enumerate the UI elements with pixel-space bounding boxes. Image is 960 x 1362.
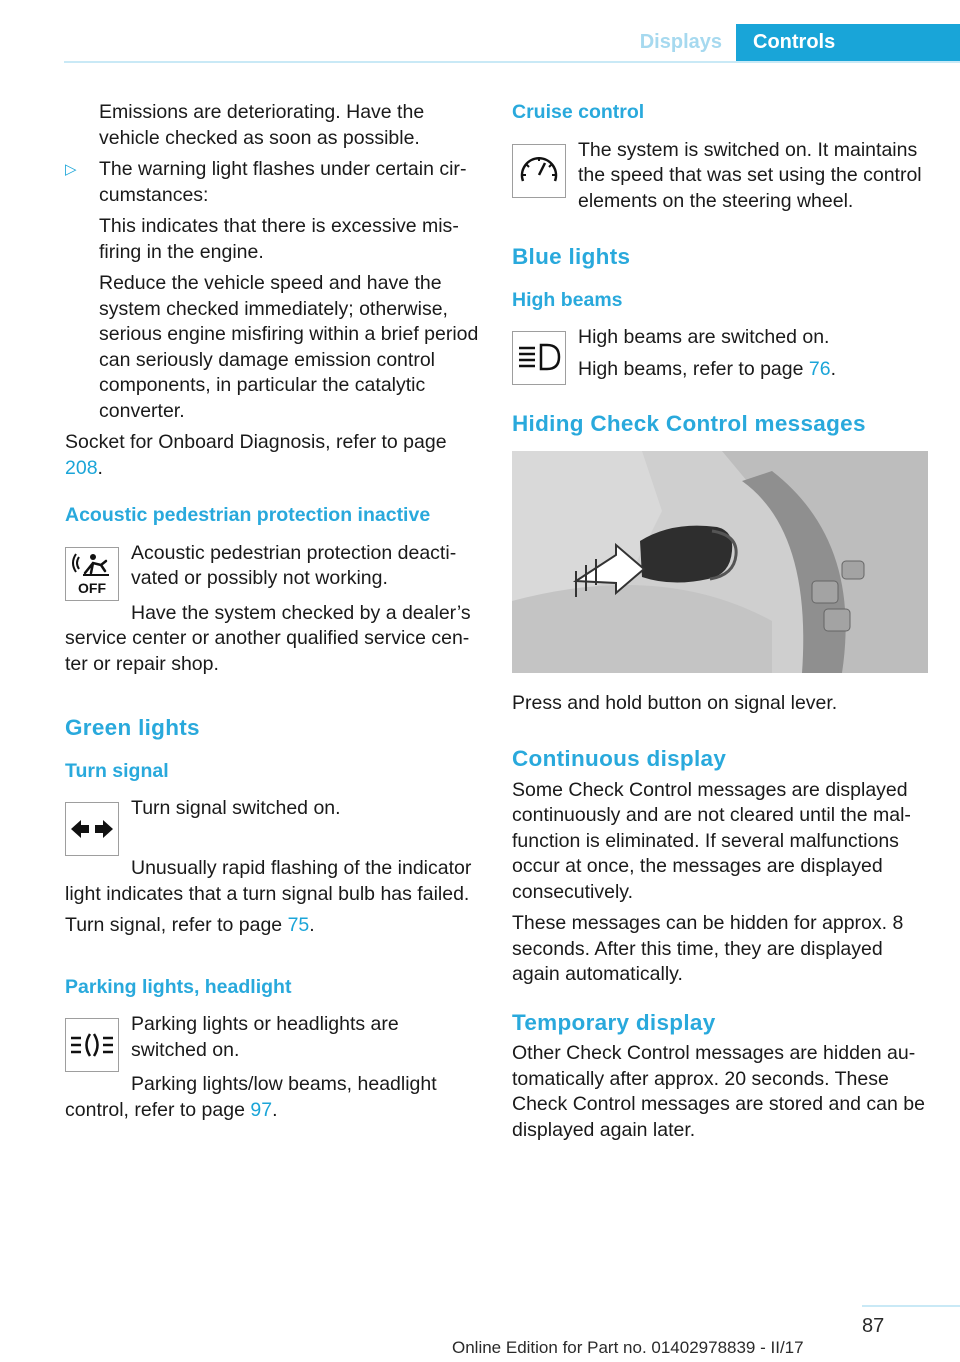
turn-signal-text-2: Unusually rapid flashing of the indicator light indicates that a turn signal bulb has failed.	[65, 857, 472, 905]
pedestrian-protection-off-icon	[65, 547, 119, 601]
header-rule	[64, 61, 960, 63]
turn-signal-entry	[65, 796, 480, 856]
obd-reference: Socket for Onboard Diagnosis, refer to page 208.	[65, 431, 447, 479]
cruise-control-heading: Cruise control	[512, 101, 645, 123]
bullet-lead: The warning light flashes under certain circumstances:	[99, 158, 467, 206]
signal-lever-photo	[512, 451, 928, 673]
parking-lights-entry	[65, 1012, 480, 1072]
page-number: 87	[862, 1315, 885, 1337]
turn-signal-heading: Turn signal	[65, 759, 169, 782]
apa-text-1: Acoustic pedestrian protection deactivated or possibly not working.	[131, 541, 457, 589]
apa-entry	[65, 541, 480, 601]
bullet-paragraph-1: This indicates that there is excessive misfiring in the engine.	[99, 215, 459, 263]
apa-text-2: Have the system checked by a dealer’s service center or another qualified service center or repair shop.	[65, 601, 471, 675]
green-lights-heading: Green lights	[65, 715, 200, 740]
high-beams-text-1: High beams are switched on.	[578, 326, 830, 348]
parking-lights-icon	[65, 1018, 119, 1072]
high-beams-heading: High beams	[512, 288, 623, 311]
parking-lights-heading: Parking lights, headlight	[65, 975, 292, 998]
hiding-check-control-heading: Hiding Check Control messages	[512, 411, 866, 436]
blue-lights-heading: Blue lights	[512, 244, 631, 269]
emissions-intro: Emissions are deteriorating. Have the vehicle checked as soon as possible.	[99, 101, 425, 149]
photo-caption: Press and hold button on signal lever.	[512, 691, 838, 714]
parking-lights-text-2: Parking lights/low beams, headlight control, refer to page 97.	[65, 1073, 437, 1121]
parking-lights-page-link[interactable]: 97	[250, 1098, 273, 1121]
cruise-control-text: The system is switched on. It maintains the speed that was set using the control elements on the steering wheel.	[578, 138, 922, 212]
apa-heading: Acoustic pedestrian protection inactive	[65, 504, 431, 526]
high-beams-page-link[interactable]: 76	[808, 357, 831, 380]
svg-text:OFF: OFF	[78, 579, 106, 596]
continuous-display-heading: Continuous display	[512, 746, 727, 771]
continuous-paragraph-1: Some Check Control messages are displayed continuously and are not cleared until the malfunction is eliminated. If several malfunctions occur at once, the messages are displayed consecutively.	[512, 778, 911, 903]
turn-signal-text-1: Turn signal switched on.	[131, 797, 341, 819]
section-tab-controls[interactable]: Controls	[736, 24, 960, 61]
obd-page-link[interactable]: 208	[65, 456, 98, 479]
bullet-paragraph-2: Reduce the vehicle speed and have the system checked immediately; otherwise, serious engine misfiring within a brief period can seriously damage emission control components, in particular the catalytic converter.	[99, 272, 479, 422]
temporary-paragraph-1: Other Check Control messages are hidden automatically after approx. 20 seconds. These Check Control messages are stored and can be displayed again later.	[512, 1042, 925, 1141]
flashing-bullet	[65, 157, 480, 424]
right-column	[512, 100, 932, 1149]
footer-rule	[862, 1305, 960, 1307]
section-tab-displays[interactable]: Displays	[639, 31, 722, 53]
cruise-control-icon	[512, 144, 566, 198]
cruise-control-entry	[512, 138, 932, 215]
temporary-display-heading: Temporary display	[512, 1009, 716, 1035]
high-beams-icon	[512, 331, 566, 385]
left-column	[65, 100, 480, 1129]
edition-note: Online Edition for Part no. 01402978839 - II/17	[452, 1338, 804, 1357]
continuous-paragraph-2: These messages can be hidden for approx. 8 seconds. After this time, they are displayed again automatically.	[512, 912, 904, 985]
turn-signal-ref: Turn signal, refer to page 75.	[65, 914, 315, 936]
turn-signal-icon	[65, 802, 119, 856]
turn-signal-page-link[interactable]: 75	[287, 914, 310, 936]
parking-lights-text-1: Parking lights or headlights are switched on.	[131, 1013, 399, 1061]
high-beams-entry	[512, 325, 932, 385]
high-beams-ref: High beams, refer to page 76.	[578, 357, 837, 380]
bullet-triangle-icon: ▷	[65, 161, 77, 178]
